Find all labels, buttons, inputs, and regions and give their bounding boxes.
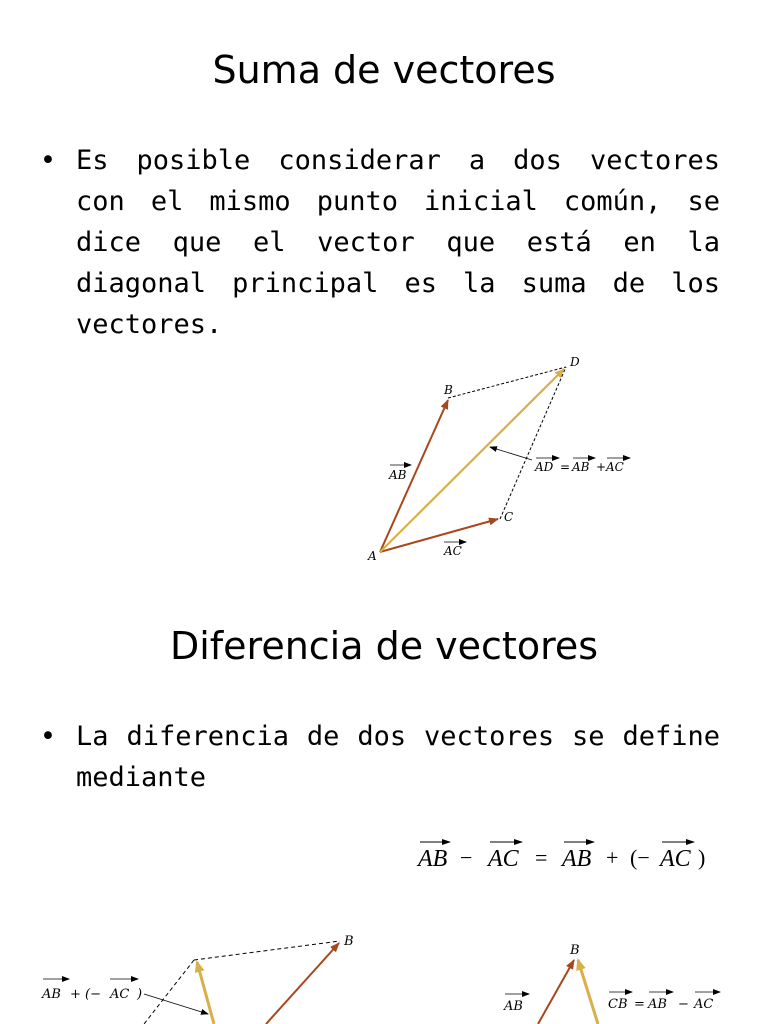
vector-sum-arrow (197, 962, 214, 1024)
bullet-text-suma: Es posible considerar a dos vectores con el mismo punto inicial común, se dice que el vector que está en la diagonal principal es la suma de los vectores. (76, 145, 720, 340)
difference-annotation (608, 992, 720, 1012)
svg-text:=: = (560, 460, 571, 474)
label-ab (503, 994, 529, 1014)
vector-ab-arrow (266, 943, 339, 1024)
point-b-label: B (444, 383, 453, 397)
svg-text:AC: AC (606, 460, 624, 474)
point-b-label: B (570, 943, 580, 958)
svg-text:AB: AB (648, 997, 667, 1012)
svg-text:CB: CB (608, 997, 628, 1012)
sum-annotation (41, 979, 142, 1002)
formula-ac: AC (488, 846, 519, 872)
bullet-dot: • (40, 721, 56, 752)
label-ab: AB (389, 468, 407, 482)
svg-text:AB: AB (572, 460, 590, 474)
svg-text:AD: AD (535, 460, 554, 474)
point-a-label: A (368, 549, 377, 563)
vector-cb-arrow (578, 960, 598, 1024)
svg-text:+: + (596, 460, 607, 474)
svg-text:−: − (678, 997, 689, 1012)
svg-text:+ (−: + (− (70, 987, 101, 1002)
point-d-label: D (570, 355, 580, 369)
formula-plus: + (606, 845, 619, 870)
section-title-diferencia: Diferencia de vectores (169, 624, 599, 668)
vector-ab-arrow (538, 960, 574, 1024)
point-b-label: B (344, 934, 354, 949)
bullet-text-diferencia: La diferencia de dos vectores se define mediante (76, 721, 720, 793)
difference-diagram-right (498, 936, 738, 1024)
dashed-edge-bd (448, 367, 566, 398)
svg-text:AB: AB (42, 987, 61, 1002)
svg-text:=: = (634, 997, 645, 1012)
point-c-label: C (504, 510, 514, 524)
formula-close: ) (698, 845, 706, 870)
formula-open: (− (630, 845, 650, 870)
formula-ac2: AC (660, 846, 691, 872)
svg-text:AC: AC (694, 997, 714, 1012)
vector-sum-diagram (360, 352, 650, 567)
bullet-dot: • (40, 145, 56, 176)
difference-formula (410, 830, 720, 880)
formula-ab2: AB (562, 846, 592, 872)
label-ac: AC (444, 544, 462, 558)
dashed-edge-left (144, 960, 194, 1024)
sum-annotation (534, 458, 630, 474)
formula-eq: = (535, 845, 548, 870)
bullet-suma (40, 140, 720, 345)
section-title-suma: Suma de vectores (212, 48, 556, 92)
svg-text:AB: AB (504, 999, 523, 1014)
bullet-diferencia (40, 716, 720, 798)
annotation-pointer (490, 447, 532, 460)
difference-diagram-left (36, 928, 366, 1024)
formula-minus: − (460, 845, 473, 870)
formula-ab: AB (418, 846, 448, 872)
svg-text:AC: AC (110, 987, 130, 1002)
dashed-edge-cd (500, 367, 566, 519)
svg-text:): ) (137, 987, 143, 1002)
dashed-edge-top (194, 941, 340, 960)
